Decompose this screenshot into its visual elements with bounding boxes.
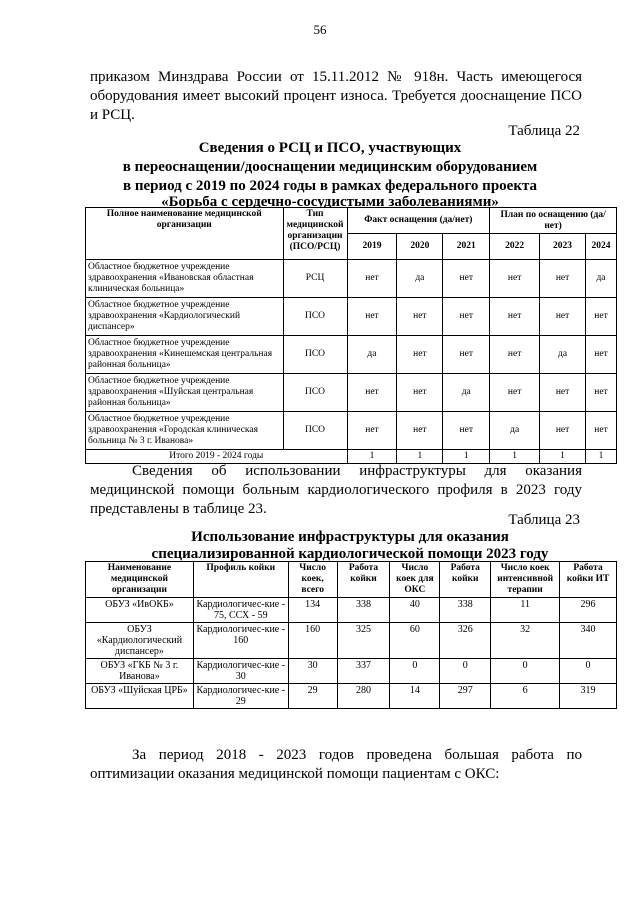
org-type: ПСО	[283, 374, 347, 412]
bed-profile: Кардиологичес-кие - 160	[193, 623, 288, 659]
org-type: ПСО	[283, 298, 347, 336]
value-cell: 340	[560, 623, 617, 659]
status-cell: да	[347, 336, 397, 374]
status-cell: нет	[490, 298, 540, 336]
header-year: 2021	[443, 234, 490, 260]
org-name: ОБУЗ «ГКБ № 3 г. Иванова»	[86, 659, 194, 684]
table-row	[86, 659, 617, 684]
org-name: ОБУЗ «Кардиологический диспансер»	[86, 623, 194, 659]
status-cell: нет	[490, 260, 540, 298]
status-cell: да	[490, 412, 540, 450]
header-cell: Число коек для ОКС	[390, 562, 440, 598]
total-label: Итого 2019 - 2024 годы	[86, 450, 348, 464]
total-cell: 1	[490, 450, 540, 464]
table-row	[86, 412, 617, 450]
table-23-label: Таблица 23	[508, 512, 580, 528]
value-cell: 0	[390, 659, 440, 684]
value-cell: 338	[337, 598, 390, 623]
header-year: 2019	[347, 234, 397, 260]
value-cell: 0	[560, 659, 617, 684]
value-cell: 296	[560, 598, 617, 623]
value-cell: 338	[440, 598, 491, 623]
table-row	[86, 598, 617, 623]
status-cell: да	[540, 336, 586, 374]
status-cell: нет	[397, 412, 443, 450]
bed-profile: Кардиологичес-кие - 30	[193, 659, 288, 684]
header-year: 2024	[586, 234, 617, 260]
value-cell: 325	[337, 623, 390, 659]
org-name: ОБУЗ «ИвОКБ»	[86, 598, 194, 623]
status-cell: нет	[586, 298, 617, 336]
value-cell: 0	[440, 659, 491, 684]
paragraph: За период 2018 - 2023 годов проведена большая работа по оптимизации оказания медицинской помощи пациентам с ОКС:	[90, 747, 582, 782]
table-row	[86, 684, 617, 709]
value-cell: 11	[491, 598, 560, 623]
table-row	[86, 298, 617, 336]
table-row	[86, 623, 617, 659]
bed-profile: Кардиологичес-кие - 29	[193, 684, 288, 709]
header-cell: Работа койки	[337, 562, 390, 598]
table-22	[85, 207, 617, 464]
value-cell: 297	[440, 684, 491, 709]
table-row	[86, 374, 617, 412]
value-cell: 60	[390, 623, 440, 659]
table-23-title	[100, 528, 600, 561]
paragraph: приказом Минздрава России от 15.11.2012 № 918н. Часть имеющегося оборудования имеет высокий процент износа. Требуется дооснащение ПСО и РСЦ.	[90, 69, 582, 123]
total-cell: 1	[586, 450, 617, 464]
org-name: Областное бюджетное учреждение здравоохранения «Ивановская областная клиническая больница»	[86, 260, 284, 298]
status-cell: нет	[443, 336, 490, 374]
value-cell: 0	[491, 659, 560, 684]
value-cell: 40	[390, 598, 440, 623]
header-name: Полное наименование медицинской организации	[86, 208, 284, 260]
title-line: «Борьба с сердечно-сосудистыми заболеваниями»	[161, 196, 499, 208]
header-type: Тип медицинской организации (ПСО/РСЦ)	[283, 208, 347, 260]
status-cell: нет	[443, 298, 490, 336]
org-name: Областное бюджетное учреждение здравоохранения «Кинешемская центральная районная больница»	[86, 336, 284, 374]
table-22-label: Таблица 22	[508, 123, 580, 139]
status-cell: нет	[540, 412, 586, 450]
header-year: 2022	[490, 234, 540, 260]
value-cell: 32	[491, 623, 560, 659]
status-cell: нет	[586, 412, 617, 450]
header-fact: Факт оснащения (да/нет)	[347, 208, 490, 234]
status-cell: нет	[347, 298, 397, 336]
header-year: 2020	[397, 234, 443, 260]
title-line: в период с 2019 по 2024 годы в рамках федерального проекта	[122, 178, 538, 194]
header-cell: Работа койки	[440, 562, 491, 598]
title-line: Сведения о РСЦ и ПСО, участвующих	[198, 140, 462, 156]
table-row	[86, 336, 617, 374]
table-22-title	[80, 139, 580, 208]
status-cell: нет	[347, 374, 397, 412]
value-cell: 326	[440, 623, 491, 659]
status-cell: нет	[397, 336, 443, 374]
status-cell: нет	[443, 412, 490, 450]
table-23	[85, 561, 617, 709]
status-cell: нет	[397, 298, 443, 336]
header-cell: Число коек интенсивной терапии	[491, 562, 560, 598]
status-cell: нет	[347, 412, 397, 450]
status-cell: нет	[397, 374, 443, 412]
value-cell: 160	[288, 623, 337, 659]
status-cell: нет	[490, 336, 540, 374]
org-type: РСЦ	[283, 260, 347, 298]
status-cell: нет	[443, 260, 490, 298]
status-cell: да	[443, 374, 490, 412]
value-cell: 29	[288, 684, 337, 709]
org-name: Областное бюджетное учреждение здравоохранения «Городская клиническая больница № 3 г. Иванова»	[86, 412, 284, 450]
page-number: 56	[313, 22, 327, 37]
total-cell: 1	[443, 450, 490, 464]
header-cell: Профиль койки	[193, 562, 288, 598]
header-cell: Работа койки ИТ	[560, 562, 617, 598]
value-cell: 280	[337, 684, 390, 709]
status-cell: нет	[586, 336, 617, 374]
status-cell: да	[397, 260, 443, 298]
header-cell: Наименование медицинской организации	[86, 562, 194, 598]
org-type: ПСО	[283, 336, 347, 374]
value-cell: 319	[560, 684, 617, 709]
status-cell: нет	[540, 298, 586, 336]
org-type: ПСО	[283, 412, 347, 450]
org-name: Областное бюджетное учреждение здравоохранения «Шуйская центральная районная больница»	[86, 374, 284, 412]
total-cell: 1	[397, 450, 443, 464]
bed-profile: Кардиологичес-кие - 75, ССХ - 59	[193, 598, 288, 623]
org-name: Областное бюджетное учреждение здравоохранения «Кардиологический диспансер»	[86, 298, 284, 336]
status-cell: нет	[540, 374, 586, 412]
value-cell: 134	[288, 598, 337, 623]
header-year: 2023	[540, 234, 586, 260]
header-cell: Число коек, всего	[288, 562, 337, 598]
title-line: Использование инфраструктуры для оказания	[191, 529, 509, 545]
status-cell: нет	[490, 374, 540, 412]
value-cell: 6	[491, 684, 560, 709]
status-cell: нет	[347, 260, 397, 298]
value-cell: 337	[337, 659, 390, 684]
value-cell: 30	[288, 659, 337, 684]
paragraph: Сведения об использовании инфраструктуры для оказания медицинской помощи больным кардиологического профиля в 2023 году представлены в таблице 23.	[90, 463, 582, 517]
header-plan: План по оснащению (да/нет)	[490, 208, 617, 234]
title-line: специализированной кардиологической помощи 2023 году	[151, 547, 549, 561]
status-cell: нет	[586, 374, 617, 412]
status-cell: нет	[540, 260, 586, 298]
total-cell: 1	[347, 450, 397, 464]
title-line: в переоснащении/дооснащении медицинским оборудованием	[122, 159, 538, 175]
org-name: ОБУЗ «Шуйская ЦРБ»	[86, 684, 194, 709]
total-cell: 1	[540, 450, 586, 464]
table-row	[86, 260, 617, 298]
value-cell: 14	[390, 684, 440, 709]
status-cell: да	[586, 260, 617, 298]
